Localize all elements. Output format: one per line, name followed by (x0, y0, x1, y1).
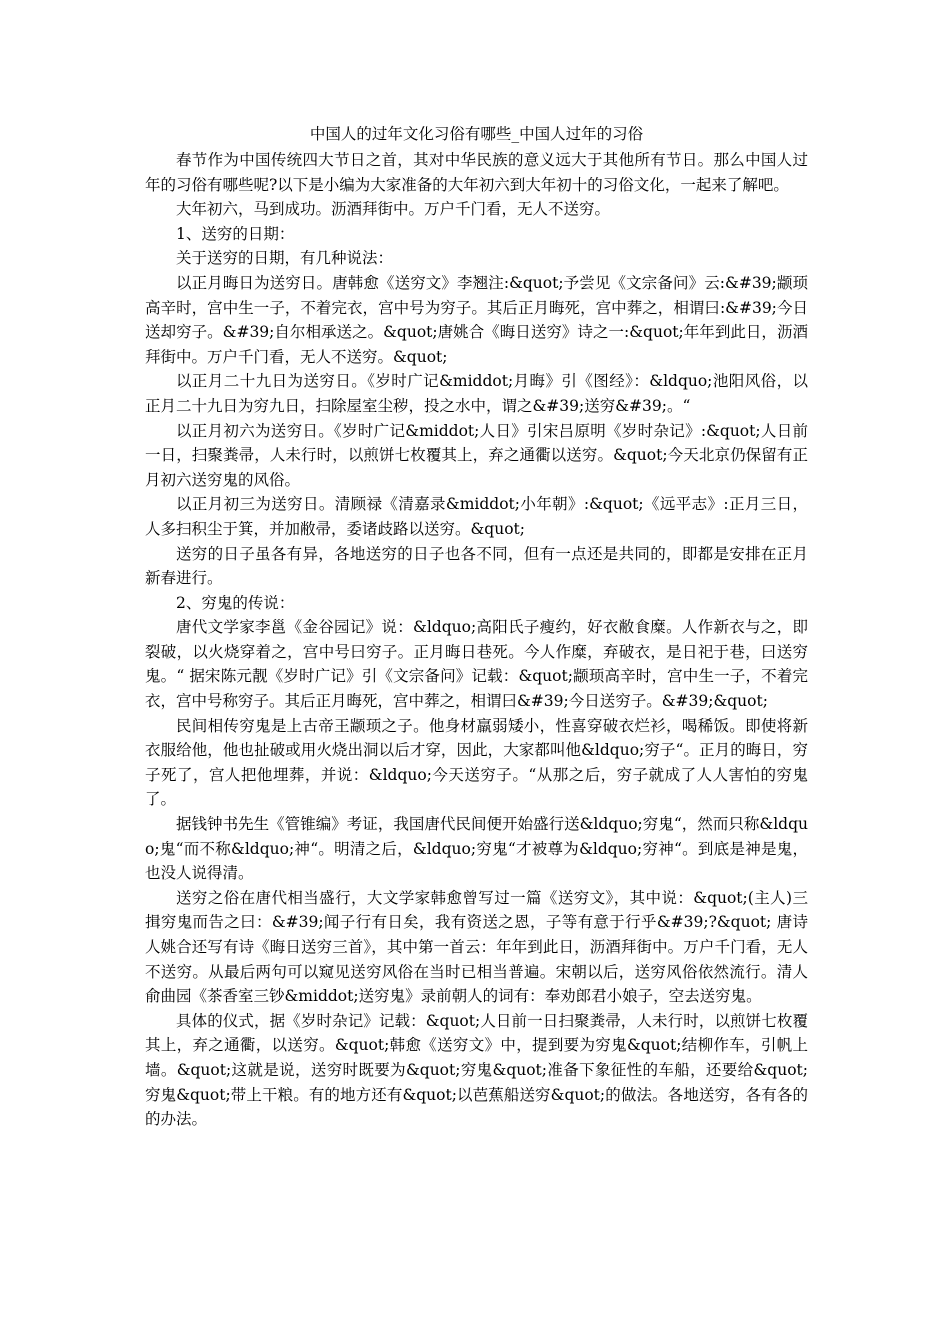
paragraph-date-29: 以正月二十九日为送穷日。《岁时广记&middot;月晦》引《图经》：&ldquo;池阳风俗，以正月二十九日为穷九日，扫除屋室尘秽，投之水中，谓之&#39;送穷&#39;。“ (145, 372, 808, 415)
paragraph-ritual: 具体的仪式，据《岁时杂记》记载：&quot;人日前一日扫聚粪帚，人未行时，以煎饼七枚覆其上，弃之通衢，以送穷。&quot;韩愈《送穷文》中，提到要为穷鬼&quot;结柳作车，引帆上墙。&quot;这就是说，送穷时既要为&quot;穷鬼&quot;准备下象征性的车船，还要给&quot;穷鬼&quot;带上干粮。有的地方还有&quot;以芭蕉船送穷&quot;的做法。各地送穷，各有各的的办法。 (145, 1011, 808, 1129)
paragraph-date-6: 以正月初六为送穷日。《岁时广记&middot;人日》引宋吕原明《岁时杂记》:&quot;人日前一日，扫聚粪帚，人未行时，以煎饼七枚覆其上，弃之通衢以送穷。&quot;今天北京仍保留有正月初六送穷鬼的风俗。 (145, 421, 808, 489)
section-heading-dates: 1、送穷的日期： (176, 224, 295, 243)
paragraph-legend-li-yong: 唐代文学家李邕《金谷园记》说：&ldquo;高阳氏子瘦约，好衣敝食糜。人作新衣与之，即裂破，以火烧穿着之，宫中号曰穷子。正月晦日巷死。今人作糜，弃破衣，是日祀于巷，曰送穷鬼。“ 据宋陈元靓《岁时广记》引《文宗备问》记载：&quot;颛顼高辛时，宫中生一子，不着完衣，宫中号称穷子。其后正月晦死，宫中葬之，相谓曰&#39;今日送穷子。&#39;&quot; (145, 618, 808, 711)
paragraph-custom-tang: 送穷之俗在唐代相当盛行，大文学家韩愈曾写过一篇《送穷文》，其中说：&quot;(主人)三揖穷鬼而告之曰：&#39;闻子行有日矣，我有资送之恩，子等有意于行乎&#39;?&quot; 唐诗人姚合还写有诗《晦日送穷三首》，其中第一首云：年年到此日，沥酒拜街中。万户千门看，无人不送穷。从最后两句可以窥见送穷风俗在当时已相当普遍。宋朝以后，送穷风俗依然流行。清人俞曲园《茶香室三钞&middot;送穷鬼》录前朝人的词有：奉劝郎君小娘子，空去送穷鬼。 (145, 888, 808, 1006)
paragraph-legend-qian: 据钱钟书先生《管锥编》考证，我国唐代民间便开始盛行送&ldquo;穷鬼“，然而只称&ldquo;鬼“而不称&ldquo;神“。明清之后，&ldquo;穷鬼“才被尊为&ldquo;穷神“。到底是神是鬼，也没人说得清。 (145, 815, 808, 883)
paragraph-dates-intro: 关于送穷的日期，有几种说法： (176, 249, 394, 268)
paragraph-date-hui: 以正月晦日为送穷日。唐韩愈《送穷文》李翘注:&quot;予尝见《文宗备问》云:&#39;颛顼高辛时，宫中生一子，不着完衣，宫中号为穷子。其后正月晦死，宫中葬之，相谓曰:&#39;今日送却穷子。&#39;自尔相承送之。&quot;唐姚合《晦日送穷》诗之一:&quot;年年到此日，沥酒拜街中。万户千门看，无人不送穷。&quot; (145, 273, 808, 366)
document-page (145, 122, 808, 1132)
paragraph-day-six: 大年初六，马到成功。沥酒拜街中。万户千门看，无人不送穷。 (176, 200, 611, 219)
document-title: 中国人的过年文化习俗有哪些_中国人过年的习俗 (309, 125, 644, 143)
paragraph-date-3: 以正月初三为送穷日。清顾禄《清嘉录&middot;小年朝》:&quot;《远平志》:正月三日，人多扫积尘于箕，并加敝帚，委诸歧路以送穷。&quot; (145, 495, 808, 538)
paragraph-legend-folk: 民间相传穷鬼是上古帝王颛顼之子。他身材羸弱矮小，性喜穿破衣烂衫，喝稀饭。即使将新衣服给他，他也扯破或用火烧出洞以后才穿，因此，大家都叫他&ldquo;穷子“。正月的晦日，穷子死了，宫人把他埋葬，并说：&ldquo;今天送穷子。“从那之后，穷子就成了人人害怕的穷鬼了。 (145, 716, 808, 809)
paragraph-dates-summary: 送穷的日子虽各有异，各地送穷的日子也各不同，但有一点还是共同的，即都是安排在正月新春进行。 (145, 544, 808, 588)
section-heading-legend: 2、穷鬼的传说： (176, 593, 295, 612)
paragraph-intro: 春节作为中国传统四大节日之首，其对中华民族的意义远大于其他所有节日。那么中国人过年的习俗有哪些呢?以下是小编为大家准备的大年初六到大年初十的习俗文化，一起来了解吧。 (145, 151, 808, 194)
